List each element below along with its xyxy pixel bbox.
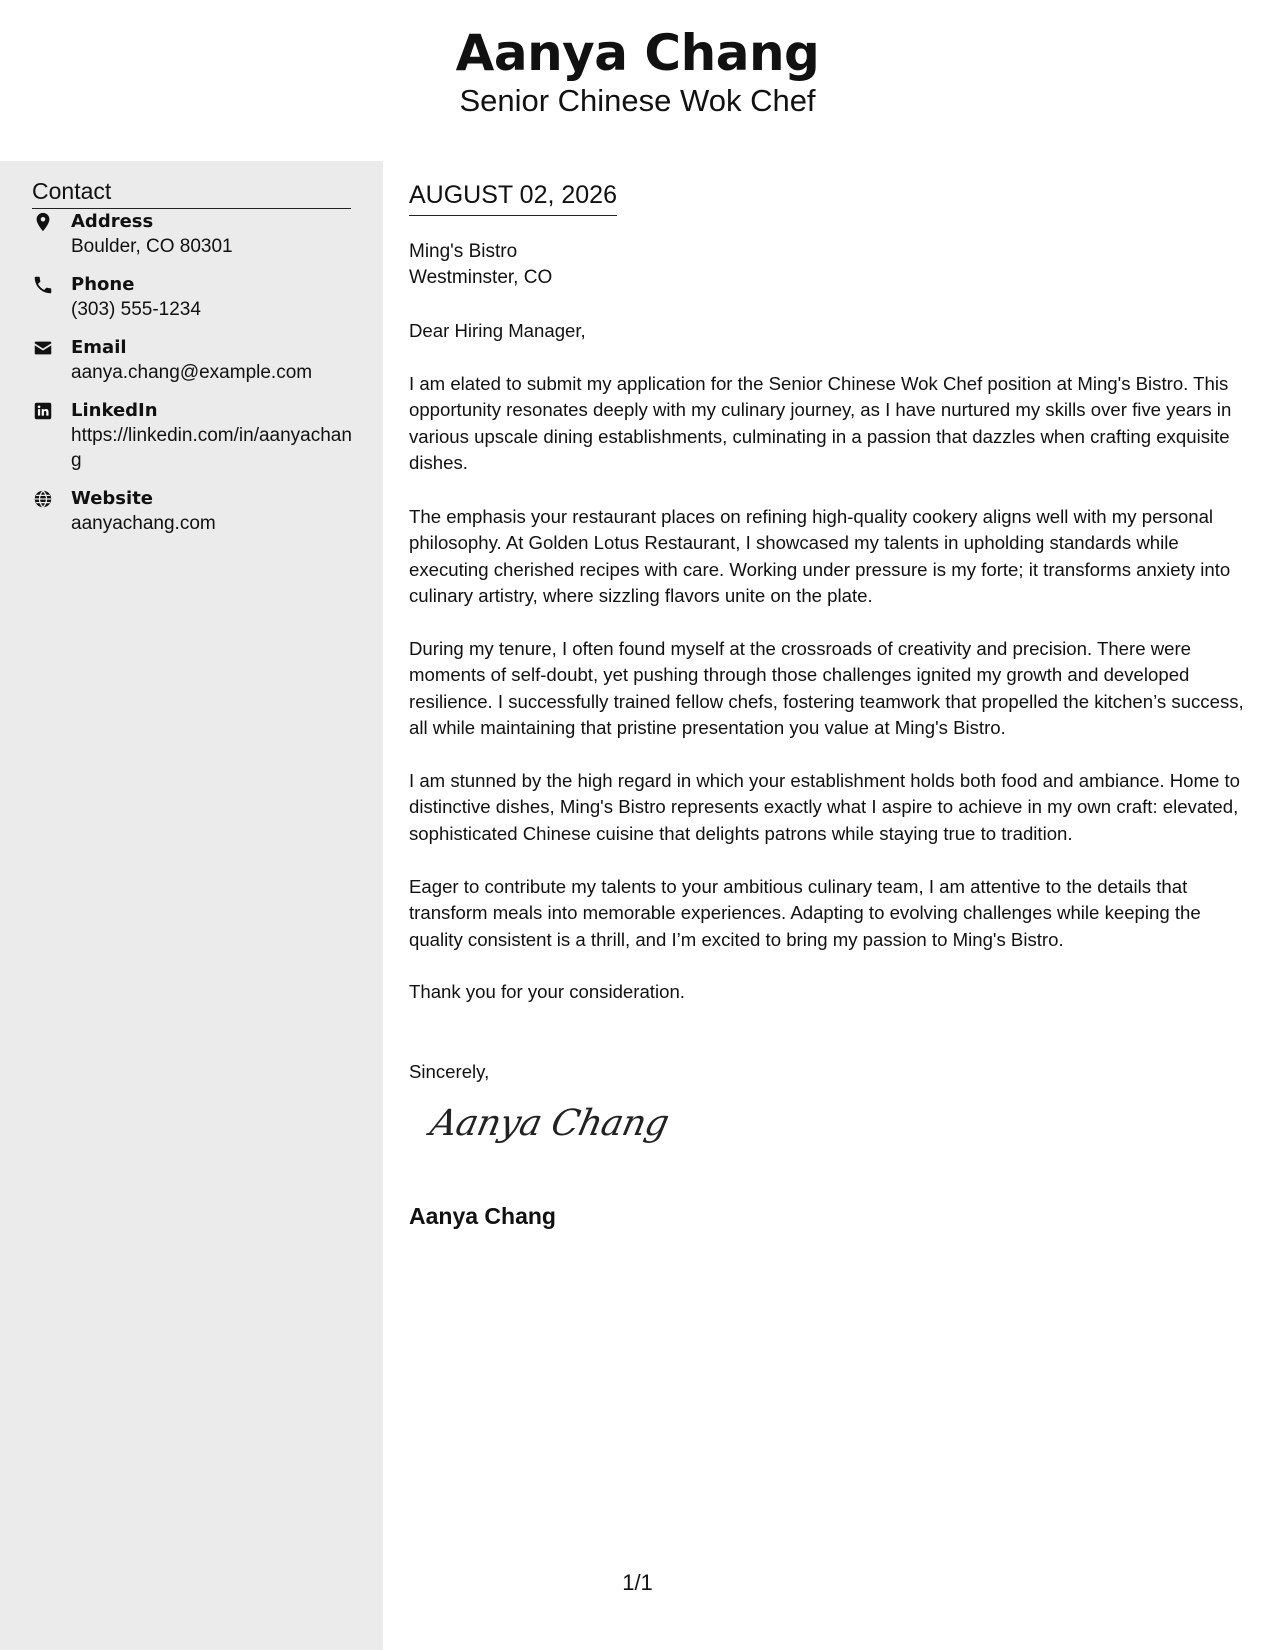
contact-phone-label: Phone <box>71 274 135 295</box>
applicant-title: Senior Chinese Wok Chef <box>459 83 816 118</box>
paragraph-1: I am elated to submit my application for the Senior Chinese Wok Chef position at Ming's Bistro. This opportunity resonates deeply with my culinary journey, as I have nurtured my skills over five years in various upscale dining establishments, culminating in a passion that dazzles when crafting exquisite dishes. <box>409 373 1232 473</box>
recipient-location: Westminster, CO <box>409 267 553 288</box>
recipient-company: Ming's Bistro <box>409 241 518 262</box>
globe-icon <box>32 488 54 510</box>
salutation: Dear Hiring Manager, <box>409 320 586 341</box>
applicant-name: Aanya Chang <box>455 24 820 82</box>
map-pin-icon <box>32 211 54 233</box>
paragraph-4: I am stunned by the high regard in which your establishment holds both food and ambiance. Home to distinctive dishes, Ming's Bistro represents exactly what I aspire to achieve in my own craft: elevated, sophisticated Chinese cuisine that delights patrons while staying true to tradition. <box>409 770 1241 844</box>
contact-linkedin-value[interactable]: https://linkedin.com/in/aanyachang <box>71 425 352 471</box>
contact-website-label: Website <box>71 488 154 509</box>
paragraph-3: During my tenure, I often found myself at the crossroads of creativity and precision. There were moments of self-doubt, yet pushing through those challenges ignited my growth and developed resilience. I successfully trained fellow chefs, fostering teamwork that propelled the kitchen’s success, all while maintaining that pristine presentation you value at Ming's Bistro. <box>409 638 1244 738</box>
contact-website-value[interactable]: aanyachang.com <box>71 513 216 534</box>
phone-icon <box>32 274 54 296</box>
closing-line: Sincerely, <box>409 1061 490 1082</box>
paragraph-2: The emphasis your restaurant places on refining high-quality cookery aligns well with my personal philosophy. At Golden Lotus Restaurant, I showcased my talents in upholding standards while executing cherished recipes with care. Working under pressure is my forte; it transforms anxiety into culinary artistry, where sizzling flavors unite on the plate. <box>409 506 1231 606</box>
handwritten-signature: Aanya Chang <box>426 1103 673 1144</box>
signed-name: Aanya Chang <box>409 1203 556 1229</box>
envelope-icon <box>32 337 54 359</box>
page-number: 1/1 <box>622 1570 653 1595</box>
contact-sidebar <box>0 161 383 1650</box>
contact-address-value: Boulder, CO 80301 <box>71 236 233 257</box>
paragraph-5: Eager to contribute my talents to your ambitious culinary team, I am attentive to the details that transform meals into memorable experiences. Adapting to evolving challenges while keeping the quality consistent is a thrill, and I’m excited to bring my passion to Ming's Bistro. <box>409 876 1201 950</box>
contact-address-label: Address <box>71 211 154 232</box>
contact-heading: Contact <box>32 176 351 209</box>
recipient-block <box>409 239 552 291</box>
contact-email-value[interactable]: aanya.chang@example.com <box>71 362 313 383</box>
contact-email-label: Email <box>71 337 127 358</box>
thanks-line: Thank you for your consideration. <box>409 981 685 1002</box>
letter-header <box>0 0 1275 161</box>
contact-linkedin-label: LinkedIn <box>71 400 158 421</box>
letter-date: AUGUST 02, 2026 <box>409 178 617 216</box>
linkedin-icon <box>32 400 54 422</box>
contact-phone-value: (303) 555-1234 <box>71 299 201 320</box>
